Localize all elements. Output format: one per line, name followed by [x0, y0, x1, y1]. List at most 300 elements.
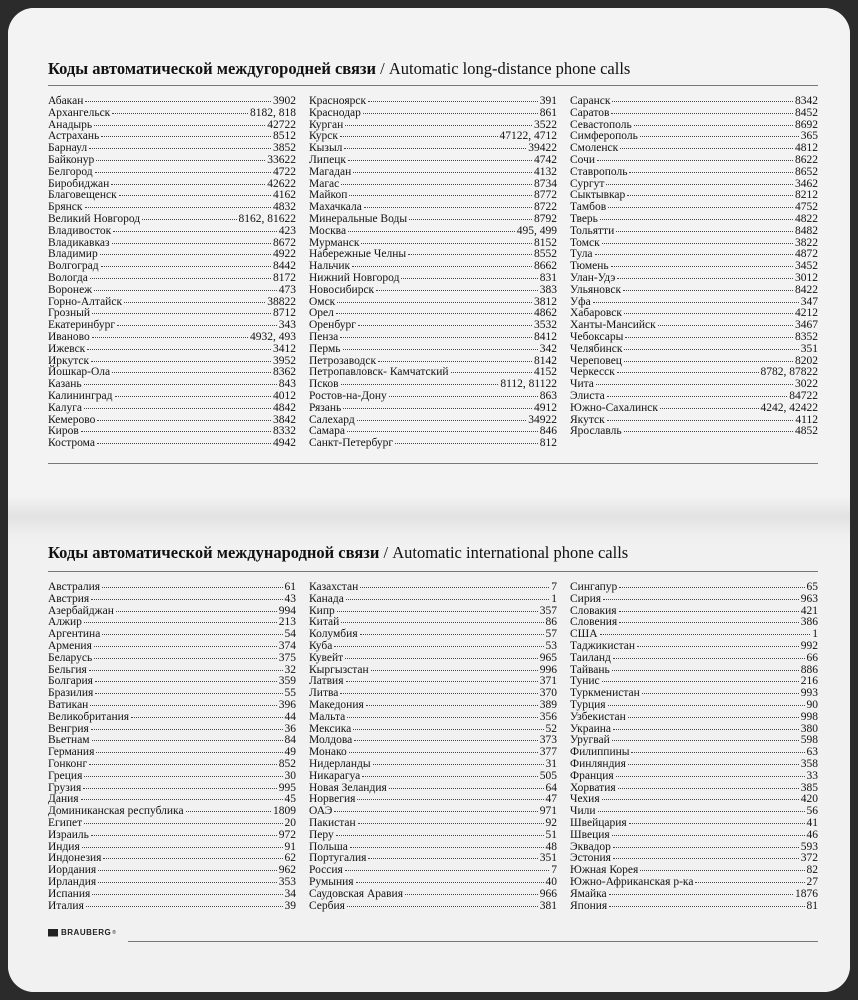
entry-code: 375: [278, 651, 296, 664]
list-item: [48, 108, 296, 120]
entry-code: 8442: [273, 260, 296, 273]
leader-dots: [598, 811, 805, 812]
entry-name: Краснодар: [309, 106, 361, 119]
entry-name: Куба: [309, 639, 333, 652]
entry-code: 4812: [795, 142, 818, 155]
leader-dots: [361, 243, 532, 244]
entry-name: Иркутск: [48, 354, 90, 367]
entry-name: Швейцария: [570, 816, 627, 829]
list-item: [309, 830, 557, 842]
leader-dots: [401, 278, 537, 279]
entry-code: 383: [539, 283, 557, 296]
entry-name: Португалия: [309, 852, 367, 865]
entry-code: 373: [539, 734, 557, 747]
entry-code: 385: [800, 781, 818, 794]
leader-dots: [334, 646, 543, 647]
leader-dots: [353, 172, 532, 173]
leader-dots: [613, 847, 799, 848]
leader-dots: [389, 396, 538, 397]
list-item: [309, 226, 557, 238]
entry-code: 54: [284, 628, 296, 641]
entry-name: Мальта: [309, 710, 346, 723]
entry-code: 4832: [273, 201, 296, 214]
entry-name: Салехард: [309, 413, 355, 426]
entry-name: Волгоград: [48, 260, 99, 273]
entry-code: 377: [539, 746, 557, 759]
entry-code: 36: [284, 722, 296, 735]
entry-name: Южно-Африканская р-ка: [570, 875, 694, 888]
entry-name: Тунис: [570, 675, 600, 688]
entry-code: 27: [806, 875, 818, 888]
entry-name: Набережные Челны: [309, 248, 407, 261]
entry-name: Тамбов: [570, 201, 607, 214]
list-item: [570, 771, 818, 783]
leader-dots: [628, 717, 799, 718]
entry-name: Аргентина: [48, 628, 101, 641]
entry-name: Ростов-на-Дону: [309, 389, 387, 402]
leader-dots: [81, 799, 283, 800]
leader-dots: [607, 420, 794, 421]
entry-code: 81: [806, 899, 818, 912]
leader-dots: [337, 611, 538, 612]
longdistance-columns: [48, 96, 818, 450]
entry-code: 380: [800, 722, 818, 735]
entry-code: 8202: [795, 354, 818, 367]
entry-name: Южная Корея: [570, 864, 639, 877]
entry-name: Армения: [48, 639, 92, 652]
entry-name: Кемерово: [48, 413, 96, 426]
entry-name: Пермь: [309, 342, 341, 355]
longdistance-heading-ru: Коды автоматической междугородней связи: [48, 59, 377, 78]
list-item: [48, 771, 296, 783]
entry-code: 3952: [273, 354, 296, 367]
list-item: [570, 877, 818, 889]
list-item: [570, 238, 818, 250]
entry-code: 994: [278, 604, 296, 617]
entry-name: Чита: [570, 378, 594, 391]
leader-dots: [345, 125, 532, 126]
entry-code: 4112: [795, 413, 818, 426]
entry-code: 4822: [795, 212, 818, 225]
leader-dots: [612, 670, 799, 671]
brand-reg: ®: [112, 929, 117, 936]
entry-name: Улан-Удэ: [570, 271, 616, 284]
entry-code: 8212: [795, 189, 818, 202]
leader-dots: [85, 101, 271, 102]
entry-name: Уфа: [570, 295, 591, 308]
entry-code: 374: [278, 639, 296, 652]
leader-dots: [637, 646, 799, 647]
list-item: [570, 901, 818, 913]
leader-dots: [117, 325, 277, 326]
entry-name: Ставрополь: [570, 165, 628, 178]
entry-name: Россия: [309, 864, 343, 877]
leader-dots: [345, 870, 549, 871]
footer-rule: [128, 941, 818, 942]
entry-code: 846: [539, 425, 557, 438]
entry-code: 8772: [534, 189, 557, 202]
brand-mark-icon: [48, 929, 58, 937]
list-item: [309, 320, 557, 332]
leader-dots: [642, 693, 799, 694]
entry-code: 4132: [534, 165, 557, 178]
entry-name: Хабаровск: [570, 307, 622, 320]
leader-dots: [619, 587, 804, 588]
longdistance-top-rule: [48, 85, 818, 86]
entry-code: 4942: [273, 437, 296, 450]
list-item: [48, 155, 296, 167]
list-item: [570, 818, 818, 830]
leader-dots: [347, 717, 538, 718]
entry-name: Ульяновск: [570, 283, 622, 296]
list-item: [570, 688, 818, 700]
leader-dots: [356, 882, 544, 883]
entry-code: 359: [278, 675, 296, 688]
entry-name: Япония: [570, 899, 608, 912]
entry-name: Венгрия: [48, 722, 89, 735]
entry-name: Тверь: [570, 212, 598, 225]
entry-name: Пенза: [309, 330, 339, 343]
leader-dots: [111, 184, 265, 185]
leader-dots: [609, 906, 804, 907]
entry-code: 41: [806, 816, 818, 829]
leader-dots: [408, 254, 532, 255]
entry-code: 4852: [795, 425, 818, 438]
list-item: [48, 332, 296, 344]
list-item: [309, 108, 557, 120]
list-item: [570, 379, 818, 391]
leader-dots: [603, 599, 799, 600]
international-heading-en: / Automatic international phone calls: [379, 543, 629, 562]
list-item: [48, 594, 296, 606]
leader-dots: [376, 290, 538, 291]
list-item: [48, 606, 296, 618]
entry-name: Махачкала: [309, 201, 362, 214]
leader-dots: [84, 823, 282, 824]
leader-dots: [346, 681, 538, 682]
list-item: [309, 853, 557, 865]
entry-name: Москва: [309, 224, 347, 237]
list-item: [570, 108, 818, 120]
entry-name: Череповец: [570, 354, 622, 367]
leader-dots: [451, 372, 532, 373]
entry-code: 56: [806, 805, 818, 818]
leader-dots: [112, 243, 271, 244]
entry-code: 49: [284, 746, 296, 759]
entry-name: Самара: [309, 425, 345, 438]
leader-dots: [619, 611, 799, 612]
list-item: [570, 759, 818, 771]
leader-dots: [341, 384, 499, 385]
leader-dots: [81, 431, 271, 432]
list-item: [309, 594, 557, 606]
leader-dots: [624, 431, 793, 432]
leader-dots: [92, 894, 282, 895]
leader-dots: [409, 219, 532, 220]
list-item: [48, 830, 296, 842]
entry-code: 90: [806, 698, 818, 711]
entry-name: Беларусь: [48, 651, 93, 664]
entry-name: Брянск: [48, 201, 83, 214]
entry-name: Грозный: [48, 307, 91, 320]
leader-dots: [131, 717, 282, 718]
entry-code: 423: [278, 224, 296, 237]
entry-name: Китай: [309, 616, 340, 629]
leader-dots: [597, 160, 793, 161]
entry-name: Калининград: [48, 389, 113, 402]
entry-code: 1876: [795, 887, 818, 900]
entry-name: Кувейт: [309, 651, 344, 664]
entry-code: 8332: [273, 425, 296, 438]
list-item: [570, 285, 818, 297]
list-item: [570, 391, 818, 403]
entry-code: 3842: [273, 413, 296, 426]
leader-dots: [371, 670, 538, 671]
entry-code: 351: [539, 852, 557, 865]
entry-name: Петрозаводск: [309, 354, 377, 367]
entry-name: Майкоп: [309, 189, 348, 202]
entry-name: Абакан: [48, 95, 84, 107]
entry-name: Чили: [570, 805, 596, 818]
list-item: [570, 582, 818, 594]
list-item: [309, 641, 557, 653]
list-item: [309, 818, 557, 830]
leader-dots: [89, 670, 283, 671]
entry-name: Архангельск: [48, 106, 111, 119]
entry-code: 8112, 81122: [500, 378, 557, 391]
entry-code: 33: [806, 769, 818, 782]
entry-name: Нижний Новгород: [309, 271, 400, 284]
entry-code: 963: [800, 592, 818, 605]
leader-dots: [606, 184, 793, 185]
leader-dots: [624, 313, 793, 314]
leader-dots: [629, 172, 793, 173]
list-item: [48, 285, 296, 297]
entry-code: 4922: [273, 248, 296, 261]
entry-name: Курск: [309, 130, 338, 143]
entry-code: 8692: [795, 118, 818, 131]
list-item: [309, 415, 557, 427]
entry-name: Иордания: [48, 864, 97, 877]
entry-code: 998: [800, 710, 818, 723]
entry-name: Воронеж: [48, 283, 93, 296]
list-item: [48, 403, 296, 415]
leader-dots: [95, 693, 282, 694]
entry-name: Пакистан: [309, 816, 356, 829]
list-item: [48, 700, 296, 712]
entry-name: Норвегия: [309, 793, 356, 806]
leader-dots: [378, 361, 532, 362]
leader-dots: [348, 160, 532, 161]
entry-code: 391: [539, 95, 557, 107]
entry-code: 213: [278, 616, 296, 629]
entry-name: Кыргызстан: [309, 663, 369, 676]
entry-code: 3012: [795, 271, 818, 284]
leader-dots: [658, 325, 793, 326]
entry-code: 39: [284, 899, 296, 912]
entry-code: 66: [806, 651, 818, 664]
leader-dots: [116, 611, 277, 612]
list-item: [570, 190, 818, 202]
leader-dots: [405, 894, 538, 895]
leader-dots: [115, 396, 271, 397]
entry-code: 31: [545, 757, 557, 770]
entry-code: 4752: [795, 201, 818, 214]
entry-code: 831: [539, 271, 557, 284]
leader-dots: [348, 231, 515, 232]
entry-code: 3532: [534, 319, 557, 332]
entry-name: Биробиджан: [48, 177, 110, 190]
list-item: [48, 806, 296, 818]
entry-code: 42622: [267, 177, 296, 190]
entry-name: Симферополь: [570, 130, 638, 143]
list-item: [570, 665, 818, 677]
leader-dots: [368, 858, 537, 859]
entry-code: 4212: [795, 307, 818, 320]
entry-code: 45: [284, 793, 296, 806]
leader-dots: [85, 207, 272, 208]
leader-dots: [628, 764, 799, 765]
entry-name: Ижевск: [48, 342, 86, 355]
entry-name: Южно-Сахалинск: [570, 401, 658, 414]
entry-code: 8512: [273, 130, 296, 143]
entry-name: Сургут: [570, 177, 605, 190]
entry-name: Туркменистан: [570, 687, 640, 700]
entry-name: Белгород: [48, 165, 93, 178]
leader-dots: [609, 894, 793, 895]
entry-name: Тюмень: [570, 260, 609, 273]
entry-code: 65: [806, 581, 818, 593]
longdistance-column-1: [48, 96, 296, 450]
list-item: [48, 391, 296, 403]
entry-name: Грузия: [48, 781, 82, 794]
entry-code: 342: [539, 342, 557, 355]
leader-dots: [602, 681, 799, 682]
list-item: [309, 155, 557, 167]
entry-code: 216: [800, 675, 818, 688]
entry-name: Сочи: [570, 153, 596, 166]
entry-name: Рязань: [309, 401, 342, 414]
entry-name: Мексика: [309, 722, 352, 735]
leader-dots: [97, 443, 271, 444]
entry-name: Молдова: [309, 734, 353, 747]
entry-name: Испания: [48, 887, 91, 900]
leader-dots: [629, 823, 805, 824]
entry-name: Филиппины: [570, 746, 630, 759]
entry-code: 8152: [534, 236, 557, 249]
entry-code: 353: [278, 875, 296, 888]
entry-name: ОАЭ: [309, 805, 333, 818]
entry-code: 8142: [534, 354, 557, 367]
leader-dots: [343, 349, 538, 350]
entry-name: Сербия: [309, 899, 345, 912]
entry-code: 3467: [795, 319, 818, 332]
list-item: [309, 167, 557, 179]
leader-dots: [631, 752, 804, 753]
leader-dots: [389, 788, 544, 789]
entry-name: Магадан: [309, 165, 352, 178]
entry-name: Новосибирск: [309, 283, 375, 296]
entry-code: 47122, 4712: [499, 130, 557, 143]
entry-name: Колумбия: [309, 628, 358, 641]
leader-dots: [84, 622, 277, 623]
list-item: [48, 226, 296, 238]
entry-code: 966: [539, 887, 557, 900]
entry-name: Никарагуа: [309, 769, 361, 782]
entry-name: Великий Новгород: [48, 212, 141, 225]
leader-dots: [612, 101, 793, 102]
leader-dots: [84, 408, 271, 409]
entry-code: 3462: [795, 177, 818, 190]
list-item: [570, 783, 818, 795]
list-item: [570, 143, 818, 155]
leader-dots: [345, 658, 538, 659]
entry-code: 8362: [273, 366, 296, 379]
entry-name: Оренбург: [309, 319, 356, 332]
leader-dots: [349, 195, 532, 196]
leader-dots: [91, 835, 277, 836]
leader-dots: [84, 384, 277, 385]
entry-code: 42722: [267, 118, 296, 131]
list-item: [48, 344, 296, 356]
list-item: [570, 426, 818, 438]
leader-dots: [186, 811, 271, 812]
entry-code: 64: [545, 781, 557, 794]
entry-code: 4162: [273, 189, 296, 202]
entry-name: Санкт-Петербург: [309, 437, 394, 450]
leader-dots: [84, 776, 282, 777]
leader-dots: [616, 776, 805, 777]
list-item: [309, 665, 557, 677]
entry-name: Чебоксары: [570, 330, 624, 343]
entry-code: 33622: [267, 153, 296, 166]
leader-dots: [602, 243, 793, 244]
entry-name: Тольятти: [570, 224, 615, 237]
entry-name: Владимир: [48, 248, 98, 261]
entry-name: Элиста: [570, 389, 605, 402]
entry-code: 46: [806, 828, 818, 841]
entry-name: Ярославль: [570, 425, 622, 438]
leader-dots: [346, 599, 549, 600]
list-item: [309, 582, 557, 594]
entry-code: 20: [284, 816, 296, 829]
leader-dots: [620, 148, 793, 149]
entry-code: 4012: [273, 389, 296, 402]
leader-dots: [660, 408, 759, 409]
leader-dots: [92, 740, 283, 741]
entry-code: 4842: [273, 401, 296, 414]
entry-code: 32: [284, 663, 296, 676]
entry-name: Индонезия: [48, 852, 102, 865]
entry-code: 47: [545, 793, 557, 806]
entry-code: 371: [539, 675, 557, 688]
leader-dots: [90, 278, 271, 279]
entry-name: Вьетнам: [48, 734, 90, 747]
entry-name: Кипр: [309, 604, 335, 617]
entry-code: 1: [551, 592, 557, 605]
entry-code: 8712: [273, 307, 296, 320]
entry-code: 993: [800, 687, 818, 700]
leader-dots: [340, 693, 537, 694]
leader-dots: [640, 136, 799, 137]
leader-dots: [90, 705, 276, 706]
entry-code: 92: [545, 816, 557, 829]
entry-name: Австралия: [48, 581, 101, 593]
list-item: [570, 712, 818, 724]
notebook-page: [8, 8, 850, 992]
list-item: [570, 155, 818, 167]
entry-name: Саранск: [570, 95, 611, 107]
